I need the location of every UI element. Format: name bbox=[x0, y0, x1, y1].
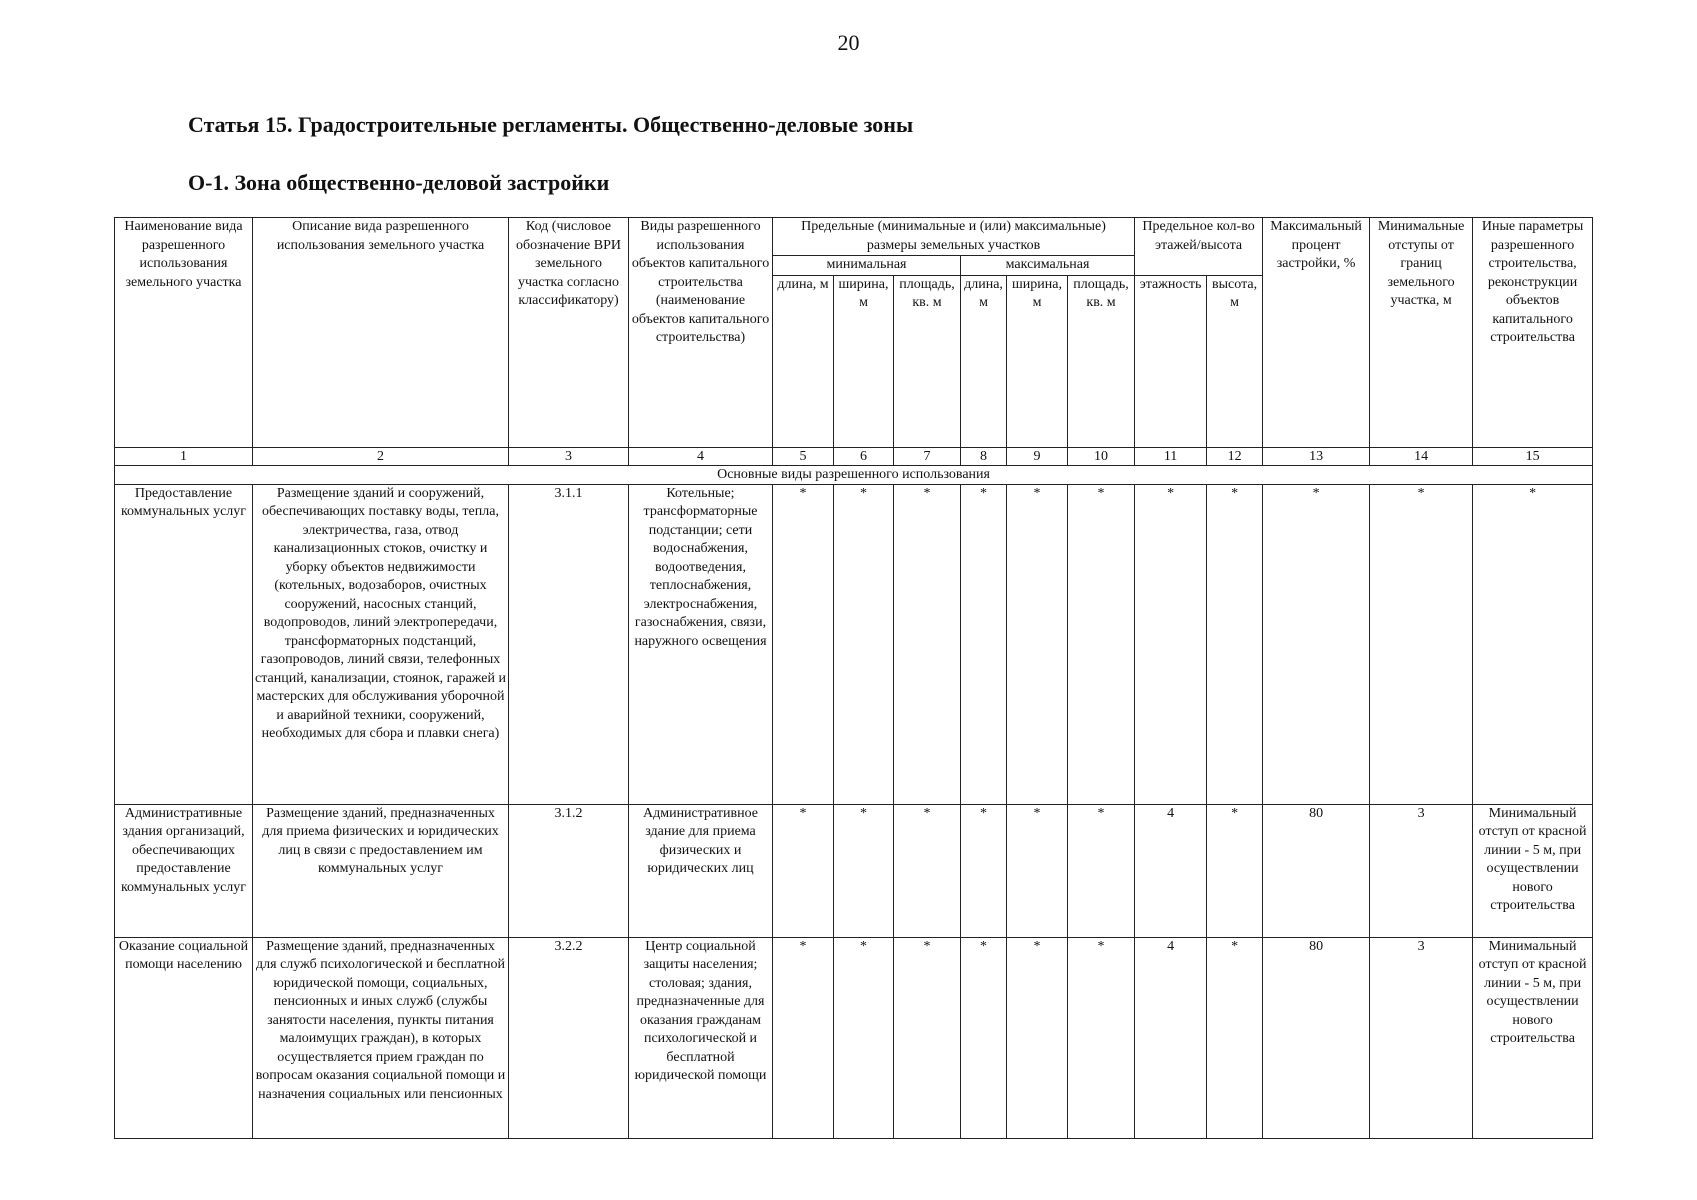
column-number: 11 bbox=[1135, 447, 1207, 465]
height-value: * bbox=[1207, 804, 1263, 937]
other-parameters-value: Минимальный отступ от красной линии - 5 м, при осуществлении нового строительства bbox=[1473, 804, 1593, 937]
header-row bbox=[115, 218, 1593, 256]
min-length-value: * bbox=[773, 804, 834, 937]
floors-value: 4 bbox=[1135, 937, 1207, 1138]
regulations-table bbox=[114, 217, 1593, 1139]
setback-value: 3 bbox=[1370, 804, 1473, 937]
floors-value: 4 bbox=[1135, 804, 1207, 937]
column-number: 7 bbox=[894, 447, 961, 465]
page-number: 20 bbox=[837, 30, 860, 55]
header-height: высота, м bbox=[1207, 275, 1263, 447]
min-width-value: * bbox=[834, 937, 894, 1138]
column-number: 6 bbox=[834, 447, 894, 465]
column-number: 8 bbox=[961, 447, 1007, 465]
zone-title: О-1. Зона общественно-деловой застройки bbox=[188, 170, 610, 195]
header-construction-objects: Виды разрешенного использования объектов капитального строительства (наименование объектов капитального строительства) bbox=[629, 218, 773, 448]
column-number: 4 bbox=[629, 447, 773, 465]
min-width-value: * bbox=[834, 484, 894, 804]
min-length-value: * bbox=[773, 484, 834, 804]
floors-value: * bbox=[1135, 484, 1207, 804]
table-row bbox=[115, 937, 1593, 1138]
header-min-length: длина, м bbox=[773, 275, 834, 447]
land-use-name: Оказание социальной помощи населению bbox=[118, 938, 249, 972]
column-number: 15 bbox=[1473, 447, 1593, 465]
header-maximum: максимальная bbox=[961, 256, 1135, 276]
land-use-name: Предоставление коммунальных услуг bbox=[115, 484, 253, 804]
other-parameters-value: Минимальный отступ от красной линии - 5 м, при осуществлении нового строительства bbox=[1478, 938, 1587, 1046]
classifier-code: 3.1.2 bbox=[509, 804, 629, 937]
setback-value: 3 bbox=[1370, 937, 1473, 1138]
header-minimum: минимальная bbox=[773, 256, 961, 276]
construction-objects: Административное здание для приема физических и юридических лиц bbox=[629, 804, 773, 937]
other-parameters-value: * bbox=[1473, 484, 1593, 804]
column-number: 13 bbox=[1263, 447, 1370, 465]
column-number-row bbox=[115, 447, 1593, 465]
table-row bbox=[115, 804, 1593, 937]
max-width-value: * bbox=[1007, 937, 1068, 1138]
header-max-length: длина, м bbox=[961, 275, 1007, 447]
column-number: 5 bbox=[773, 447, 834, 465]
header-floors: этажность bbox=[1135, 275, 1207, 447]
max-length-value: * bbox=[961, 804, 1007, 937]
column-number: 10 bbox=[1068, 447, 1135, 465]
classifier-code: 3.1.1 bbox=[509, 484, 629, 804]
height-value: * bbox=[1207, 937, 1263, 1138]
min-width-value: * bbox=[834, 804, 894, 937]
header-floors-height-limits: Предельное кол-во этажей/высота bbox=[1135, 218, 1263, 276]
land-use-description: Размещение зданий, предназначенных для приема физических и юридических лиц в связи с предоставлением им коммунальных услуг bbox=[253, 804, 509, 937]
column-number: 14 bbox=[1370, 447, 1473, 465]
header-min-width: ширина, м bbox=[834, 275, 894, 447]
header-min-setbacks: Минимальные отступы от границ земельного участка, м bbox=[1370, 218, 1473, 448]
construction-objects: Центр социальной защиты населения; столовая; здания, предназначенные для оказания гражданам психологической и бесплатной юридической помощи bbox=[634, 938, 767, 1083]
max-area-value: * bbox=[1068, 804, 1135, 937]
header-max-width: ширина, м bbox=[1007, 275, 1068, 447]
section-title: Основные виды разрешенного использования bbox=[115, 465, 1593, 484]
max-width-value: * bbox=[1007, 484, 1068, 804]
building-percent-value: 80 bbox=[1263, 937, 1370, 1138]
land-use-description: Размещение зданий и сооружений, обеспечивающих поставку воды, тепла, электричества, газа, отвод канализационных стоков, очистку и уборку объектов недвижимости (котельных, водозаборов, очистных сооружений, насосных станций, водопроводов, линий электропередачи, трансформаторных подстанций, газопроводов, линий связи, телефонных станций, канализации, стоянок, гаражей и мастерских для обслуживания уборочной и аварийной техники, сооружений, необходимых для сбора и плавки снега) bbox=[253, 484, 509, 804]
table-row bbox=[115, 484, 1593, 804]
column-number: 12 bbox=[1207, 447, 1263, 465]
max-width-value: * bbox=[1007, 804, 1068, 937]
article-title: Статья 15. Градостроительные регламенты. Общественно-деловые зоны bbox=[188, 112, 914, 137]
min-area-value: * bbox=[894, 804, 961, 937]
height-value: * bbox=[1207, 484, 1263, 804]
max-area-value: * bbox=[1068, 484, 1135, 804]
column-number: 9 bbox=[1007, 447, 1068, 465]
min-area-value: * bbox=[894, 484, 961, 804]
setback-value: * bbox=[1370, 484, 1473, 804]
header-plot-size-limits: Предельные (минимальные и (или) максимальные) размеры земельных участков bbox=[773, 218, 1135, 256]
land-use-name: Административные здания организаций, обеспечивающих предоставление коммунальных услуг bbox=[115, 804, 253, 937]
header-land-use-description: Описание вида разрешенного использования земельного участка bbox=[253, 218, 509, 448]
header-classifier-code: Код (числовое обозначение ВРИ земельного участка согласно классификатору) bbox=[509, 218, 629, 448]
column-number: 1 bbox=[115, 447, 253, 465]
building-percent-value: 80 bbox=[1263, 804, 1370, 937]
column-number: 2 bbox=[253, 447, 509, 465]
section-row bbox=[115, 465, 1593, 484]
column-number: 3 bbox=[509, 447, 629, 465]
max-length-value: * bbox=[961, 937, 1007, 1138]
land-use-description: Размещение зданий, предназначенных для служб психологической и бесплатной юридической помощи, социальных, пенсионных и иных служб (службы занятости населения, пункты питания малоимущих граждан), в которых осуществляется прием граждан по вопросам оказания социальной помощи и назначения социальных или пенсионных bbox=[255, 938, 506, 1102]
classifier-code: 3.2.2 bbox=[554, 938, 583, 954]
header-other-parameters: Иные параметры разрешенного строительства, реконструкции объектов капитального строительства bbox=[1473, 218, 1593, 448]
header-max-building-percent: Максимальный процент застройки, % bbox=[1263, 218, 1370, 448]
max-length-value: * bbox=[961, 484, 1007, 804]
max-area-value: * bbox=[1068, 937, 1135, 1138]
construction-objects: Котельные; трансформаторные подстанции; сети водоснабжения, водоотведения, теплоснабжения, электроснабжения, газоснабжения, связи, наружного освещения bbox=[629, 484, 773, 804]
header-max-area: площадь, кв. м bbox=[1068, 275, 1135, 447]
building-percent-value: * bbox=[1263, 484, 1370, 804]
min-area-value: * bbox=[894, 937, 961, 1138]
min-length-value: * bbox=[773, 937, 834, 1138]
header-land-use-name: Наименование вида разрешенного использования земельного участка bbox=[115, 218, 253, 448]
header-min-area: площадь, кв. м bbox=[894, 275, 961, 447]
